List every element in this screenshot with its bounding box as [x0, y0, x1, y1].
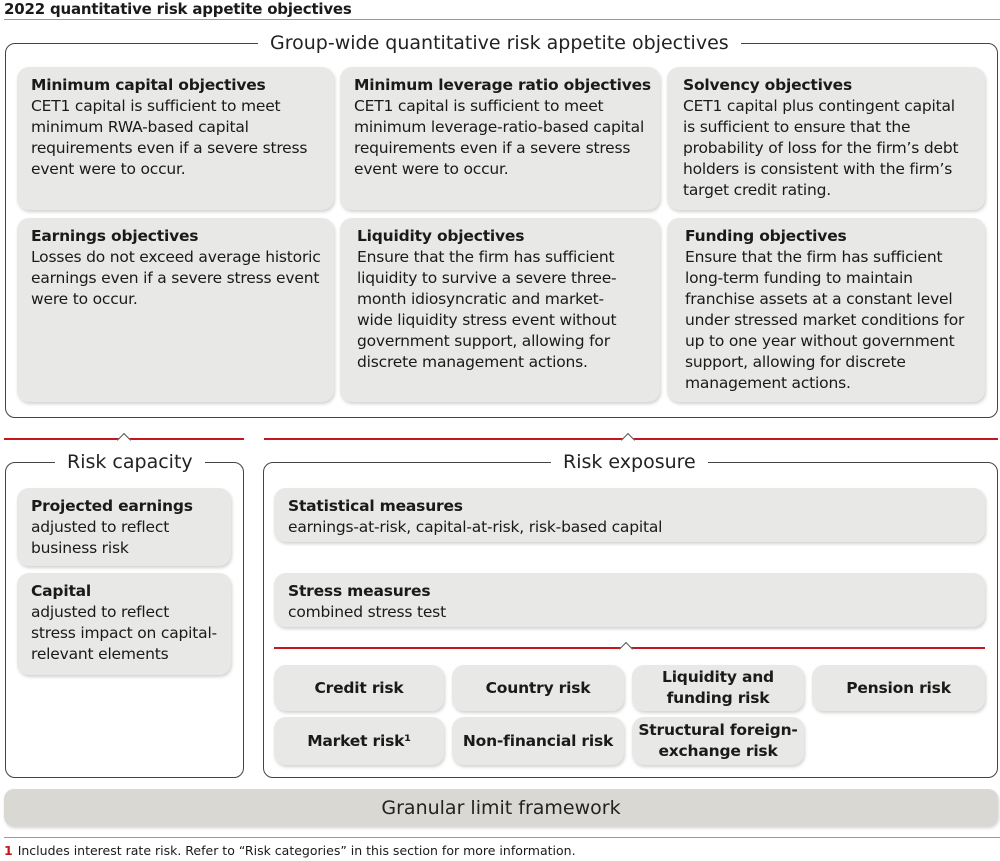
card-heading: Funding objectives — [685, 227, 847, 245]
card-heading: Minimum capital objectives — [31, 76, 266, 94]
risk-pill-structural-fx — [632, 717, 804, 765]
card-line: wide liquidity stress event without — [357, 311, 617, 329]
card-heading: Solvency objectives — [683, 76, 852, 94]
card-line: is sufficient to ensure that the — [683, 118, 911, 136]
card-line: adjusted to reflect — [31, 603, 170, 621]
card-line: month idiosyncratic and market- — [357, 290, 604, 308]
card-line: holders is consistent with the firm’s — [683, 160, 953, 178]
risk-label: exchange risk — [658, 742, 778, 760]
footnote-rule — [4, 837, 1000, 838]
card-minimum-leverage — [340, 67, 660, 210]
granular-limit-framework-bar — [4, 789, 998, 826]
card-line: up to one year without government — [685, 332, 955, 350]
risk-pill-market — [274, 717, 444, 765]
card-line: liquidity to survive a severe three- — [357, 269, 617, 287]
card-line: discrete management actions. — [357, 353, 588, 371]
connector-chevron-capacity — [117, 433, 131, 447]
card-line: under stressed market conditions for — [685, 311, 965, 329]
risk-label: Structural foreign- — [638, 721, 798, 739]
risk-pill-liquidity-funding — [632, 665, 804, 711]
risk-label: Credit risk — [314, 678, 404, 697]
card-solvency — [667, 67, 985, 210]
risk-pill-country — [452, 665, 624, 711]
card-line: franchise assets at a constant level — [685, 290, 953, 308]
card-line: were to occur. — [31, 290, 138, 308]
card-capital — [17, 573, 231, 675]
card-line: target credit rating. — [683, 181, 831, 199]
card-minimum-capital — [17, 67, 334, 210]
exposure-frame-title: Risk exposure — [551, 450, 708, 474]
card-line: event were to occur. — [31, 160, 186, 178]
footnote — [4, 843, 576, 858]
card-heading: Capital — [31, 582, 92, 600]
card-heading: Minimum leverage ratio objectives — [354, 76, 651, 94]
card-line: long-term funding to maintain — [685, 269, 913, 287]
card-line: requirements even if a severe stress — [354, 139, 631, 157]
risk-pill-credit — [274, 665, 444, 711]
card-line: support, allowing for discrete — [685, 353, 906, 371]
risk-label: Country risk — [485, 678, 591, 697]
bottom-bar-label: Granular limit framework — [381, 796, 621, 819]
card-line: CET1 capital is sufficient to meet — [31, 97, 281, 115]
group-frame-title: Group-wide quantitative risk appetite objectives — [258, 31, 741, 55]
card-line: government support, allowing for — [357, 332, 610, 350]
card-line: event were to occur. — [354, 160, 509, 178]
card-heading: Stress measures — [288, 582, 431, 600]
card-line: requirements even if a severe stress — [31, 139, 308, 157]
card-line: Ensure that the firm has sufficient — [357, 248, 615, 266]
card-line: relevant elements — [31, 645, 169, 663]
risk-label: Liquidity and — [662, 668, 774, 686]
card-line: probability of loss for the firm’s debt — [683, 139, 959, 157]
card-line: business risk — [31, 539, 129, 557]
card-stress-measures — [274, 573, 985, 627]
risk-label: funding risk — [666, 689, 770, 707]
card-earnings — [17, 218, 334, 402]
footnote-text: Includes interest rate risk. Refer to “Risk categories” in this section for more information. — [17, 843, 576, 858]
card-line: management actions. — [685, 374, 851, 392]
card-line: Losses do not exceed average historic — [31, 248, 321, 266]
footnote-number: 1 — [4, 843, 13, 858]
capacity-frame-title: Risk capacity — [55, 450, 205, 474]
card-projected-earnings — [17, 488, 231, 566]
risk-pill-pension — [812, 665, 985, 711]
risk-label: Pension risk — [846, 678, 951, 697]
card-line: combined stress test — [288, 603, 446, 621]
page-title: 2022 quantitative risk appetite objectives — [4, 0, 352, 18]
risk-label: Non-financial risk — [462, 731, 614, 750]
card-heading: Statistical measures — [288, 497, 463, 515]
card-liquidity — [340, 218, 660, 402]
card-heading: Projected earnings — [31, 497, 193, 515]
risk-label: Market risk¹ — [307, 731, 411, 750]
card-line: adjusted to reflect — [31, 518, 170, 536]
risk-pill-non-financial — [452, 717, 624, 765]
card-funding — [667, 218, 985, 402]
card-heading: Liquidity objectives — [357, 227, 525, 245]
card-statistical-measures — [274, 488, 985, 542]
card-line: earnings-at-risk, capital-at-risk, risk-based capital — [288, 518, 663, 536]
title-rule — [4, 19, 1000, 20]
card-line: CET1 capital is sufficient to meet — [354, 97, 604, 115]
card-line: minimum leverage-ratio-based capital — [354, 118, 645, 136]
card-line: CET1 capital plus contingent capital — [683, 97, 955, 115]
card-heading: Earnings objectives — [31, 227, 199, 245]
card-line: stress impact on capital- — [31, 624, 217, 642]
card-line: Ensure that the firm has sufficient — [685, 248, 943, 266]
connector-chevron-exposure — [621, 433, 635, 447]
card-line: earnings even if a severe stress event — [31, 269, 320, 287]
card-line: minimum RWA-based capital — [31, 118, 249, 136]
